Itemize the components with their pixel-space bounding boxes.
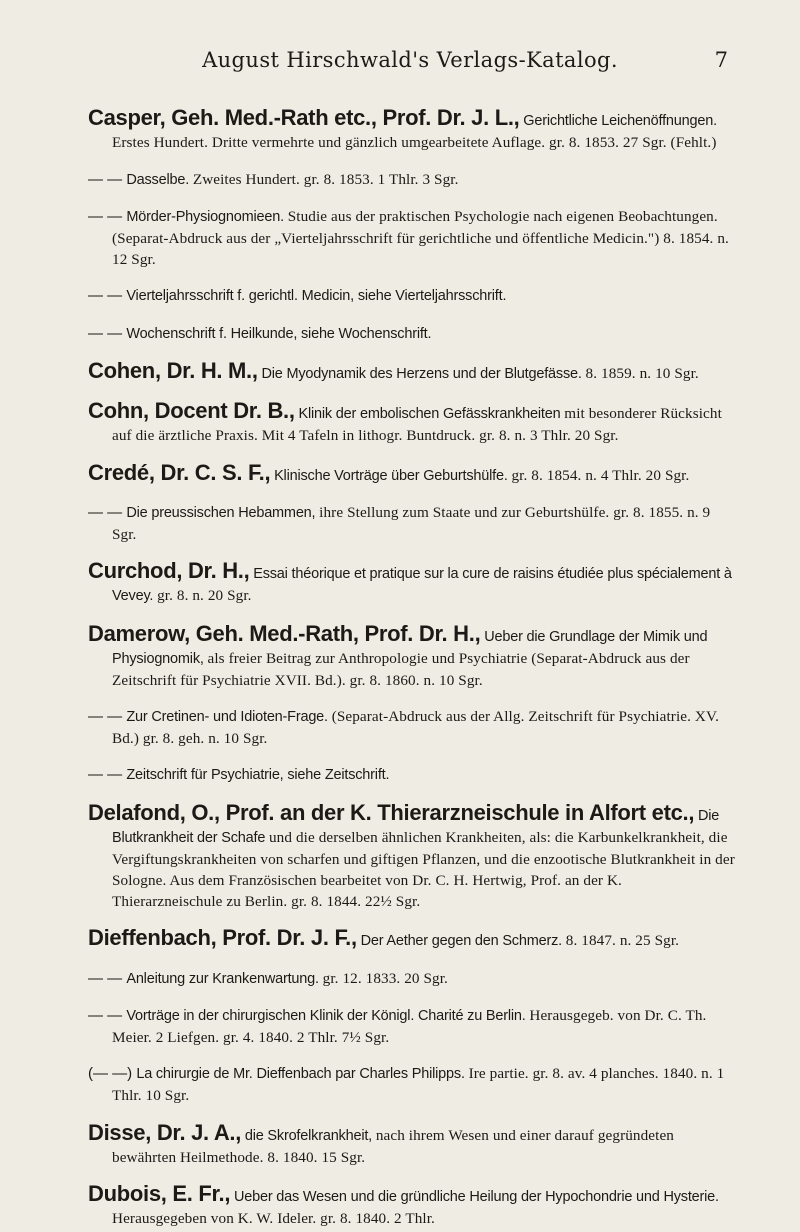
entry-author: — — (88, 766, 127, 784)
entry-author: (— —) (88, 1065, 137, 1083)
catalog-entry (88, 1119, 736, 1168)
entry-author: Delafond, O., Prof. an der K. Thierarzneischule in Alfort etc., (88, 799, 695, 825)
catalog-entry (88, 560, 736, 607)
entry-title: La chirurgie de Mr. Dieffenbach par Charles Philipps. (136, 1066, 465, 1083)
entry-author: — — (88, 170, 127, 188)
entry-details: nach ihrem Wesen und einer darauf gegründeten bewährten Heilmethode. 8. 1840. 15 Sgr. (112, 1126, 674, 1166)
entry-title: Klinik der embolischen Gefässkrankheiten (298, 406, 561, 423)
entry-title: Zeitschrift für Psychiatrie, siehe Zeitschrift. (126, 767, 390, 784)
entry-title: Wochenschrift f. Heilkunde, siehe Wochenschrift. (126, 325, 432, 342)
entry-author: — — (88, 969, 127, 987)
entry-title: Gerichtliche Leichenöffnungen. (523, 113, 717, 130)
entry-details: und die derselben ähnlichen Krankheiten, als: die Karbunkelkrankheit, die Vergiftungskrankheiten von scharfen und giftigen Pflanzen, und die enzootische Blutkrankheit in der Sologne. Aus dem Französischen bearbeitet von Dr. C. H. Hertwig, Prof. an der K. Thierarzneischule zu Berlin. gr. 8. 1844. 22½ Sgr. (112, 828, 735, 911)
entry-title: Anleitung zur Krankenwartung. (126, 970, 319, 987)
entry-author: Dieffenbach, Prof. Dr. J. F., (88, 925, 357, 951)
entry-title: Zur Cretinen- und Idioten-Frage. (126, 709, 328, 726)
entry-details: Herausgegeben von K. W. Ideler. gr. 8. 1840. 2 Thlr. (112, 1210, 435, 1228)
entry-author: Cohn, Docent Dr. B., (88, 398, 295, 424)
entry-title: Ueber die Grundlage der Mimik und Physiognomik, (112, 628, 708, 667)
catalog-entry (88, 1063, 736, 1106)
catalog-entry (88, 400, 736, 446)
entry-title: Vierteljahrsschrift f. gerichtl. Medicin, siehe Vierteljahrsschrift. (126, 288, 507, 305)
entry-author: — — (88, 287, 127, 305)
catalog-entry (88, 1005, 736, 1048)
entry-title: Ueber das Wesen und die gründliche Heilung der Hypochondrie und Hysterie. (233, 1189, 719, 1206)
entry-author: Disse, Dr. J. A., (88, 1119, 242, 1145)
entry-title: Die Myodynamik des Herzens und der Blutgefässe. (261, 365, 582, 382)
entry-details: Zweites Hundert. gr. 8. 1853. 1 Thlr. 3 Sgr. (192, 170, 459, 188)
catalog-entry (88, 764, 736, 786)
entry-author: Damerow, Geh. Med.-Rath, Prof. Dr. H., (88, 620, 481, 646)
running-head (92, 48, 728, 74)
catalog-list (88, 92, 736, 1232)
entry-author: — — (88, 324, 127, 342)
entry-author: Curchod, Dr. H., (88, 558, 250, 584)
entry-title: Vorträge in der chirurgischen Klinik der Königl. Charité zu Berlin. (126, 1007, 526, 1024)
entry-author: Cohen, Dr. H. M., (88, 357, 258, 383)
entry-title: Mörder-Physiognomieen. (126, 208, 284, 225)
entry-details: 8. 1847. n. 25 Sgr. (565, 932, 680, 950)
entry-details: gr. 8. 1854. n. 4 Thlr. 20 Sgr. (511, 466, 690, 484)
entry-author: Casper, Geh. Med.-Rath etc., Prof. Dr. J. L., (88, 105, 520, 131)
entry-title: Essai théorique et pratique sur la cure de raisins étudiée plus spécialement à Vevey. (112, 566, 732, 605)
entry-author: — — (88, 708, 127, 726)
entry-details: gr. 8. n. 20 Sgr. (157, 587, 252, 605)
entry-details: Ire partie. gr. 8. av. 4 planches. 1840. n. 1 Thlr. 10 Sgr. (112, 1065, 725, 1105)
catalog-entry (88, 107, 736, 153)
entry-author: — — (88, 207, 127, 225)
entry-title: die Skrofelkrankheit, (244, 1127, 373, 1144)
entry-title: Klinische Vorträge über Geburtshülfe. (274, 467, 508, 484)
entry-author: Dubois, E. Fr., (88, 1181, 231, 1207)
entry-author: Credé, Dr. C. S. F., (88, 459, 271, 485)
page-number: 7 (714, 48, 728, 72)
catalog-entry (88, 357, 736, 385)
entry-details: gr. 12. 1833. 20 Sgr. (322, 969, 448, 987)
catalog-entry (88, 1183, 736, 1229)
entry-details: Erstes Hundert. Dritte vermehrte und gänzlich umgearbeitete Auflage. gr. 8. 1853. 27 Sgr. (Fehlt.) (112, 134, 717, 152)
entry-author: — — (88, 503, 127, 521)
catalog-entry (88, 799, 736, 912)
catalog-entry (88, 706, 736, 749)
entry-title: Der Aether gegen den Schmerz. (360, 933, 562, 950)
catalog-entry (88, 968, 736, 990)
running-title: August Hirschwald's Verlags-Katalog. (202, 48, 618, 72)
entry-title: Die preussischen Hebammen, (126, 504, 316, 521)
catalog-entry (88, 502, 736, 545)
catalog-entry (88, 169, 736, 191)
catalog-entry (88, 206, 736, 270)
catalog-entry (88, 459, 736, 487)
entry-details: Studie aus der praktischen Psychologie nach eigenen Beobachtungen. (Separat-Abdruck aus der „Vierteljahrsschrift für gerichtliche und öffentliche Medicin.") 8. 1854. n. 12 Sgr. (112, 207, 729, 269)
catalog-entry (88, 927, 736, 952)
catalog-entry (88, 323, 736, 345)
entry-details: 8. 1859. n. 10 Sgr. (585, 364, 699, 382)
entry-details: als freier Beitrag zur Anthropologie und Psychiatrie (Separat-Abdruck aus der Zeitschrift für Psychiatrie XVII. Bd.). gr. 8. 1860. n. 10 Sgr. (112, 649, 690, 689)
entry-details: (Separat-Abdruck aus der Allg. Zeitschrift für Psychiatrie. XV. Bd.) gr. 8. geh. n. 10 Sgr. (112, 708, 719, 748)
catalog-entry (88, 285, 736, 307)
entry-title: Die Blutkrankheit der Schafe (112, 807, 720, 846)
entry-author: — — (88, 1006, 127, 1024)
catalog-entry (88, 620, 736, 691)
entry-details: Herausgegeb. von Dr. C. Th. Meier. 2 Liefgen. gr. 4. 1840. 2 Thlr. 7½ Sgr. (112, 1006, 707, 1046)
entry-details: ihre Stellung zum Staate und zur Geburtshülfe. gr. 8. 1855. n. 9 Sgr. (112, 503, 711, 543)
entry-title: Dasselbe. (126, 171, 190, 188)
entry-details: mit besonderer Rücksicht auf die ärztliche Praxis. Mit 4 Tafeln in lithogr. Buntdruck. gr. 8. n. 3 Thlr. 20 Sgr. (112, 405, 722, 445)
